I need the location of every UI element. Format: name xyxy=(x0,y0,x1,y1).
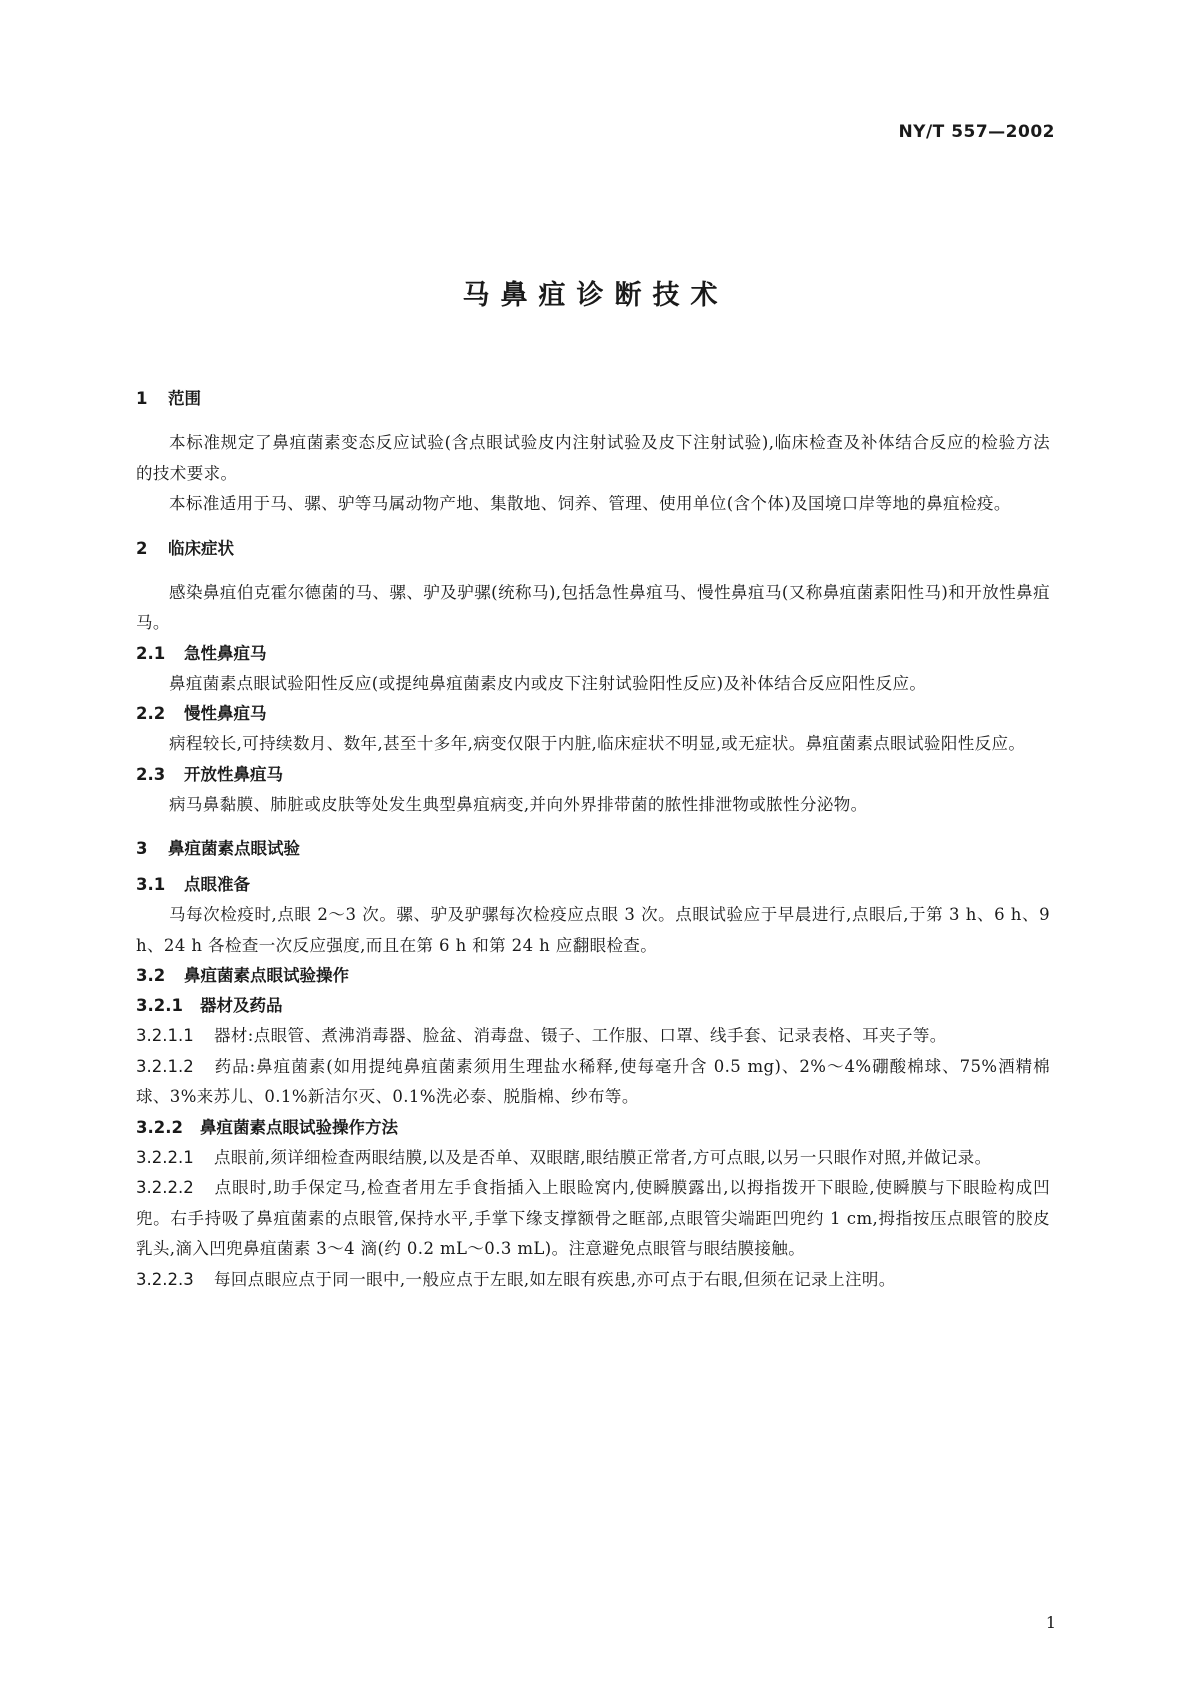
clause-item xyxy=(136,1265,1050,1296)
section-title: 范围 xyxy=(168,389,201,408)
paragraph: 鼻疽菌素点眼试验阳性反应(或提纯鼻疽菌素皮内或皮下注射试验阳性反应)及补体结合反应阳性反应。 xyxy=(169,673,927,693)
paragraph: 马每次检疫时,点眼 2～3 次。骡、驴及驴骡每次检疫应点眼 3 次。点眼试验应于早晨进行,点眼后,于第 3 h、6 h、9 h、24 h 各检查一次反应强度,而且在第 6 h 和第 24 h 应翻眼检查。 xyxy=(136,905,1050,955)
subsubsection-number: 3.2.2 xyxy=(136,1117,183,1137)
clause-text: 点眼时,助手保定马,检查者用左手食指插入上眼睑窝内,使瞬膜露出,以拇指拨开下眼睑,使瞬膜与下眼睑构成凹兜。右手持吸了鼻疽菌素的点眼管,保持水平,手掌下缘支撑额骨之眶部,点眼管尖端距凹兜约 1 cm,拇指按压点眼管的胶皮乳头,滴入凹兜鼻疽菌素 3～4 滴(约 0.2 mL～0.3 mL)。注意避免点眼管与眼结膜接触。 xyxy=(136,1178,1050,1258)
subsection-title: 开放性鼻疽马 xyxy=(184,764,283,784)
subsection-heading xyxy=(136,639,1050,669)
clause-number: 3.2.1.2 xyxy=(136,1056,194,1076)
section-heading xyxy=(136,834,1050,864)
clause-item xyxy=(136,1173,1050,1265)
paragraph: 本标准适用于马、骡、驴等马属动物产地、集散地、饲养、管理、使用单位(含个体)及国境口岸等地的鼻疽检疫。 xyxy=(169,494,1011,513)
clause-item xyxy=(136,1021,1050,1052)
paragraph: 病程较长,可持续数月、数年,甚至十多年,病变仅限于内脏,临床症状不明显,或无症状。鼻疽菌素点眼试验阳性反应。 xyxy=(169,734,1026,753)
clause-text: 点眼前,须详细检查两眼结膜,以及是否单、双眼瞎,眼结膜正常者,方可点眼,以另一只眼作对照,并做记录。 xyxy=(214,1147,992,1167)
clause-number: 3.2.2.3 xyxy=(136,1269,194,1289)
subsection-number: 2.2 xyxy=(136,704,166,723)
paragraph: 感染鼻疽伯克霍尔德菌的马、骡、驴及驴骡(统称马),包括急性鼻疽马、慢性鼻疽马(又称鼻疽菌素阳性马)和开放性鼻疽马。 xyxy=(136,582,1050,632)
subsection-heading xyxy=(136,961,1050,991)
subsection-title: 鼻疽菌素点眼试验操作 xyxy=(184,966,349,985)
clause-text: 器材:点眼管、煮沸消毒器、脸盆、消毒盘、镊子、工作服、口罩、线手套、记录表格、耳夹子等。 xyxy=(214,1026,947,1045)
clause-item xyxy=(136,1143,1050,1174)
subsubsection-title: 鼻疽菌素点眼试验操作方法 xyxy=(200,1117,398,1137)
subsection-title: 慢性鼻疽马 xyxy=(184,704,267,723)
clause-text: 药品:鼻疽菌素(如用提纯鼻疽菌素须用生理盐水稀释,使每毫升含 0.5 mg)、2%～4%硼酸棉球、75%酒精棉球、3%来苏儿、0.1%新洁尔灭、0.1%洗必泰、脱脂棉、纱布等。 xyxy=(136,1056,1050,1106)
subsection-number: 3.1 xyxy=(136,875,166,894)
subsubsection-number: 3.2.1 xyxy=(136,996,183,1015)
document-title: 马鼻疽诊断技术 xyxy=(462,280,729,311)
section-number: 3 xyxy=(136,839,148,858)
section-title: 临床症状 xyxy=(168,538,234,558)
subsection-number: 2.3 xyxy=(136,764,166,784)
subsection-number: 3.2 xyxy=(136,966,166,985)
subsection-heading xyxy=(136,870,1050,900)
section-number: 2 xyxy=(136,538,148,558)
page-number: 1 xyxy=(1045,1613,1056,1632)
subsubsection-heading xyxy=(136,991,1050,1021)
paragraph: 病马鼻黏膜、肺脏或皮肤等处发生典型鼻疽病变,并向外界排带菌的脓性排泄物或脓性分泌物。 xyxy=(169,794,868,814)
section-heading xyxy=(136,384,1050,414)
clause-number: 3.2.2.2 xyxy=(136,1178,194,1197)
section-number: 1 xyxy=(136,389,148,408)
subsection-heading xyxy=(136,760,1050,790)
clause-number: 3.2.1.1 xyxy=(136,1026,194,1045)
clause-item xyxy=(136,1052,1050,1113)
subsection-heading xyxy=(136,699,1050,729)
standard-number: NY/T 557—2002 xyxy=(898,122,1055,142)
section-title: 鼻疽菌素点眼试验 xyxy=(168,839,300,858)
paragraph: 本标准规定了鼻疽菌素变态反应试验(含点眼试验皮内注射试验及皮下注射试验),临床检查及补体结合反应的检验方法的技术要求。 xyxy=(136,433,1050,483)
clause-text: 每回点眼应点于同一眼中,一般应点于左眼,如左眼有疾患,亦可点于右眼,但须在记录上注明。 xyxy=(214,1269,896,1289)
subsubsection-heading xyxy=(136,1113,1050,1143)
subsubsection-title: 器材及药品 xyxy=(200,996,283,1015)
subsection-title: 点眼准备 xyxy=(184,875,250,894)
subsection-number: 2.1 xyxy=(136,643,166,663)
document-body xyxy=(136,384,1050,1295)
subsection-title: 急性鼻疽马 xyxy=(184,643,267,663)
clause-number: 3.2.2.1 xyxy=(136,1147,194,1167)
section-heading xyxy=(136,534,1050,564)
